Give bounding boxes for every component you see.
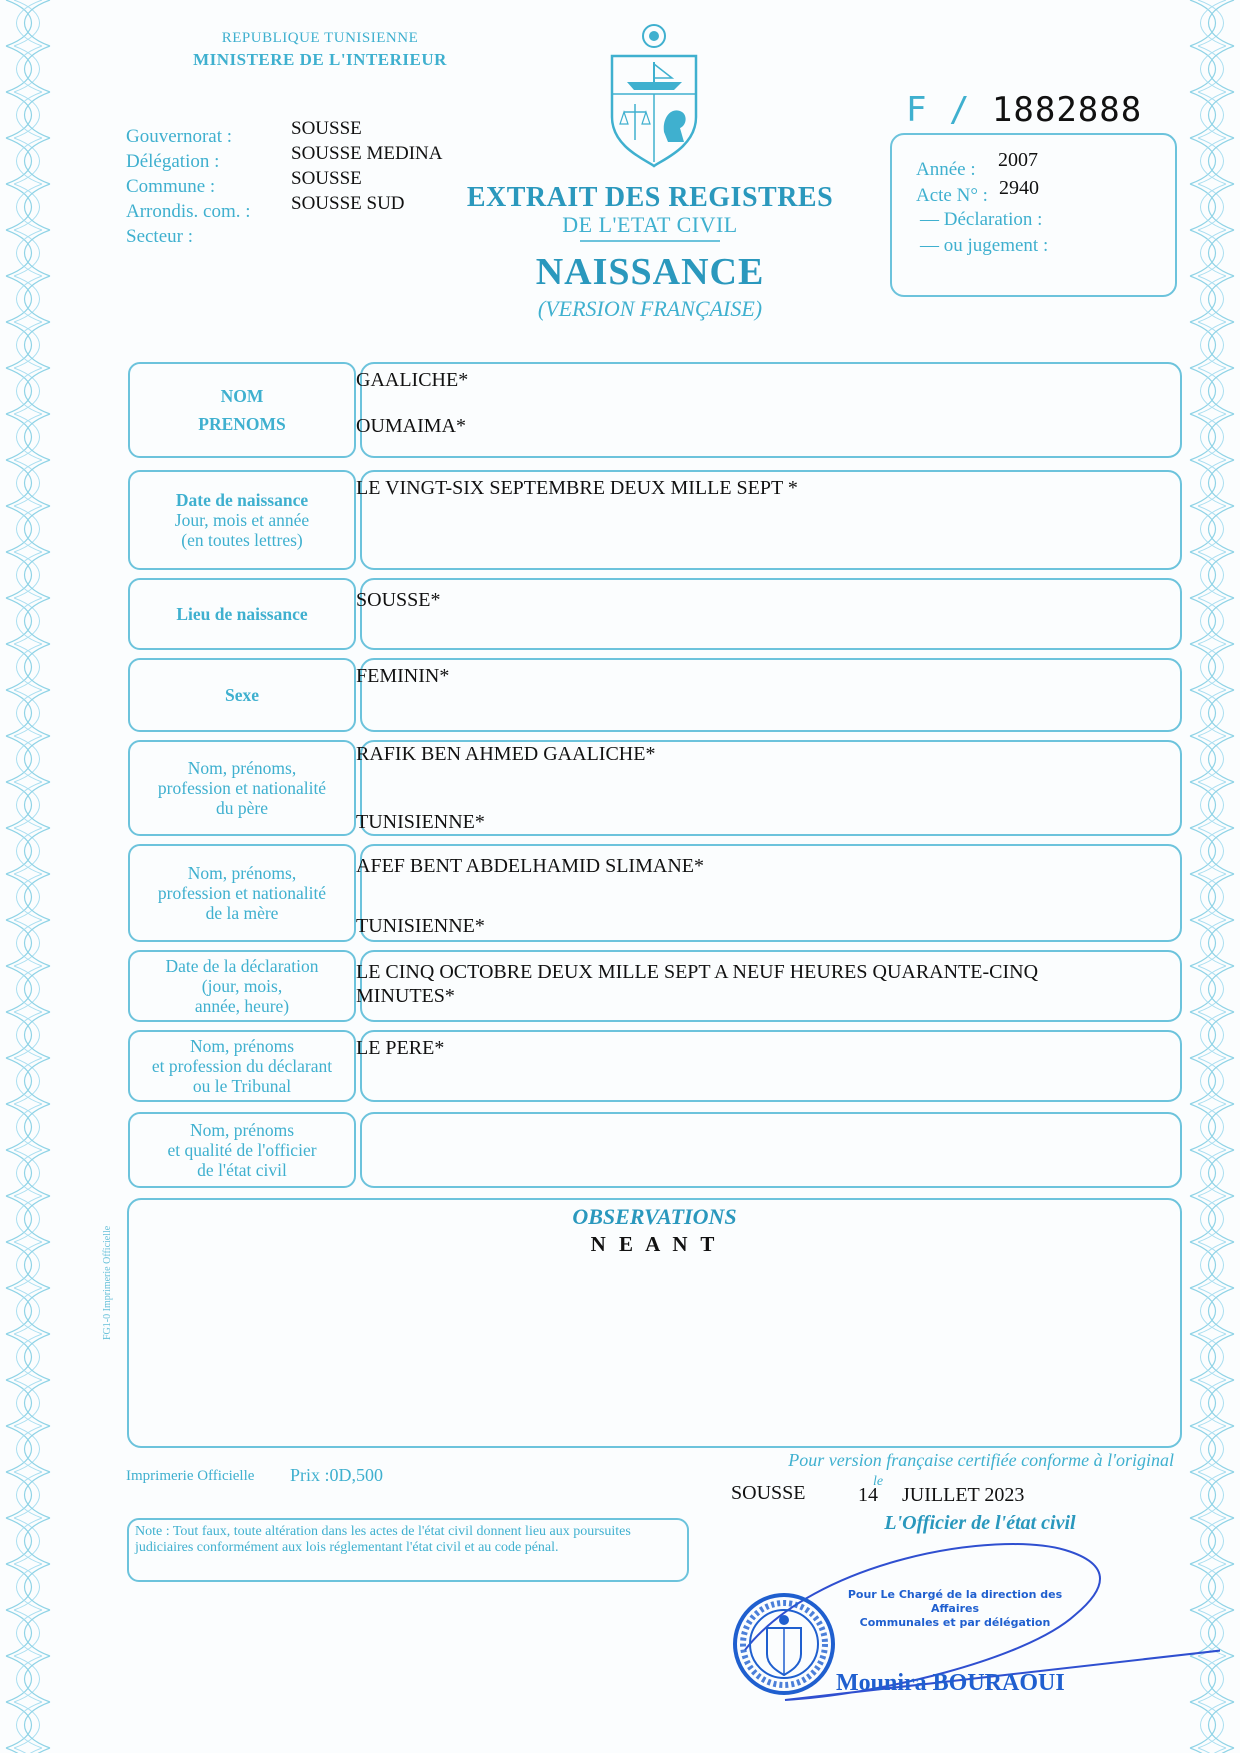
row-value-text: OUMAIMA* xyxy=(356,415,466,437)
row-value-box xyxy=(356,740,1182,836)
row-value-text: SOUSSE* xyxy=(356,589,441,611)
row-value-text: FEMININ* xyxy=(356,665,450,687)
row-label-line: du père xyxy=(216,798,268,818)
certified-text: Pour version française certifiée conforme à l'original xyxy=(788,1450,1174,1470)
row-label xyxy=(128,844,356,942)
republic-heading: REPUBLIQUE TUNISIENNE xyxy=(221,30,419,46)
row-value-text: TUNISIENNE* xyxy=(356,811,485,833)
row-label xyxy=(128,658,356,732)
admin-field-label: Secteur : xyxy=(126,226,194,247)
admin-field-label: Commune : xyxy=(126,176,216,197)
row-label-line: (jour, mois, xyxy=(201,976,283,996)
jugement-label: — ou jugement : xyxy=(920,235,1049,256)
row-value-box xyxy=(356,950,1182,1022)
coat-of-arms-icon xyxy=(602,22,706,170)
price-label: Prix :0D,500 xyxy=(290,1465,384,1485)
row-value-text: RAFIK BEN AHMED GAALICHE* xyxy=(356,743,656,765)
stamp-caption xyxy=(830,1588,1080,1630)
row-value-text: AFEF BENT ABDELHAMID SLIMANE* xyxy=(356,855,704,877)
row-value-box xyxy=(356,362,1182,458)
row-value-box xyxy=(360,1112,1182,1188)
row-label-line: Jour, mois et année xyxy=(174,510,310,530)
row-label-line: profession et nationalité xyxy=(157,883,327,903)
row-label-line: Sexe xyxy=(224,685,260,705)
row-label-line: (en toutes lettres) xyxy=(181,530,303,550)
right-decorative-border xyxy=(1184,0,1240,1753)
row-label-line: et qualité de l'officier xyxy=(167,1140,317,1160)
ministry-heading: MINISTERE DE L'INTERIEUR xyxy=(193,50,447,69)
title-line2: DE L'ETAT CIVIL xyxy=(562,212,738,237)
row-label-line: de la mère xyxy=(205,903,279,923)
stamp-line2: Communales et par délégation xyxy=(859,1616,1051,1629)
row-value-text: TUNISIENNE* xyxy=(356,915,485,937)
row-label xyxy=(128,362,356,458)
observations-value: N E A N T xyxy=(590,1232,719,1256)
row-value-box xyxy=(356,658,1182,732)
row-label-line: Nom, prénoms, xyxy=(187,758,297,778)
printer-label: Imprimerie Officielle xyxy=(126,1468,255,1484)
admin-field-label: Arrondis. com. : xyxy=(126,201,251,222)
admin-field-label: Délégation : xyxy=(126,151,220,172)
row-value-box xyxy=(356,1030,1182,1102)
title-main: NAISSANCE xyxy=(535,251,765,293)
row-label-line: de l'état civil xyxy=(197,1160,287,1180)
row-label-line: Nom, prénoms, xyxy=(187,863,297,883)
row-label xyxy=(128,950,356,1022)
row-label-line: Date de la déclaration xyxy=(165,956,319,976)
signatory-name: Mounira BOURAOUI xyxy=(836,1670,1065,1696)
officer-title: L'Officier de l'état civil xyxy=(884,1512,1076,1534)
row-value-box xyxy=(356,578,1182,650)
title-version: (VERSION FRANÇAISE) xyxy=(537,296,763,321)
row-label xyxy=(128,470,356,570)
acte-label: Acte N° : xyxy=(916,185,988,206)
stamp-line1: Pour Le Chargé de la direction des Affaires xyxy=(847,1588,1063,1615)
serial-number xyxy=(906,90,1142,130)
row-label-line: ou le Tribunal xyxy=(192,1076,292,1096)
row-label xyxy=(128,740,356,836)
row-label-line: Lieu de naissance xyxy=(176,604,308,624)
admin-field-label: Gouvernorat : xyxy=(126,126,233,147)
annee-value: 2007 xyxy=(998,149,1038,171)
admin-field-value: SOUSSE xyxy=(291,118,362,139)
row-value-box xyxy=(356,844,1182,942)
admin-field-value: SOUSSE MEDINA xyxy=(291,143,443,164)
row-value-text: LE PERE* xyxy=(356,1037,445,1059)
row-label-line: Nom, prénoms xyxy=(189,1120,295,1140)
serial-prefix: F / xyxy=(906,90,971,130)
admin-field-value: SOUSSE SUD xyxy=(291,193,405,214)
left-decorative-border xyxy=(0,0,56,1753)
row-label-line: année, heure) xyxy=(194,996,290,1016)
date-rest: JUILLET 2023 xyxy=(902,1484,1025,1506)
title-divider xyxy=(580,240,720,242)
row-label-line: PRENOMS xyxy=(198,414,286,434)
acte-box xyxy=(890,133,1177,297)
observations-title: OBSERVATIONS xyxy=(572,1204,737,1229)
row-label-line: et profession du déclarant xyxy=(151,1056,333,1076)
date-day: 14 xyxy=(858,1484,878,1506)
row-label-line: profession et nationalité xyxy=(157,778,327,798)
annee-label: Année : xyxy=(916,159,976,180)
row-label-line: Date de naissance xyxy=(175,490,309,510)
legal-note: Note : Tout faux, toute altération dans les actes de l'état civil donnent lieu aux poursuites judiciaires conformément aux lois réglementant l'état civil et au code pénal. xyxy=(127,1518,689,1582)
admin-field-value: SOUSSE xyxy=(291,168,362,189)
declaration-label: — Déclaration : xyxy=(920,209,1043,230)
row-value-text: LE CINQ OCTOBRE DEUX MILLE SEPT A NEUF HEURES QUARANTE-CINQ xyxy=(356,961,1039,983)
row-label-line: NOM xyxy=(220,386,264,406)
place-value: SOUSSE xyxy=(731,1482,806,1504)
row-value-text: GAALICHE* xyxy=(356,369,469,391)
side-print-mark: FG1-0 Imprimerie Officielle xyxy=(102,1225,113,1340)
row-label xyxy=(128,578,356,650)
title-line1: EXTRAIT DES REGISTRES xyxy=(466,182,834,213)
observations-box xyxy=(127,1198,1182,1448)
acte-value: 2940 xyxy=(999,177,1039,199)
row-value-text: LE VINGT-SIX SEPTEMBRE DEUX MILLE SEPT * xyxy=(356,477,798,499)
row-label-line: Nom, prénoms xyxy=(189,1036,295,1056)
serial-value: 1882888 xyxy=(991,90,1143,130)
row-value-box xyxy=(356,470,1182,570)
row-label xyxy=(128,1030,356,1102)
row-label xyxy=(128,1112,356,1188)
official-stamp-icon xyxy=(731,1592,837,1696)
row-value-text: MINUTES* xyxy=(356,985,455,1007)
date-prefix: le xyxy=(873,1474,884,1489)
